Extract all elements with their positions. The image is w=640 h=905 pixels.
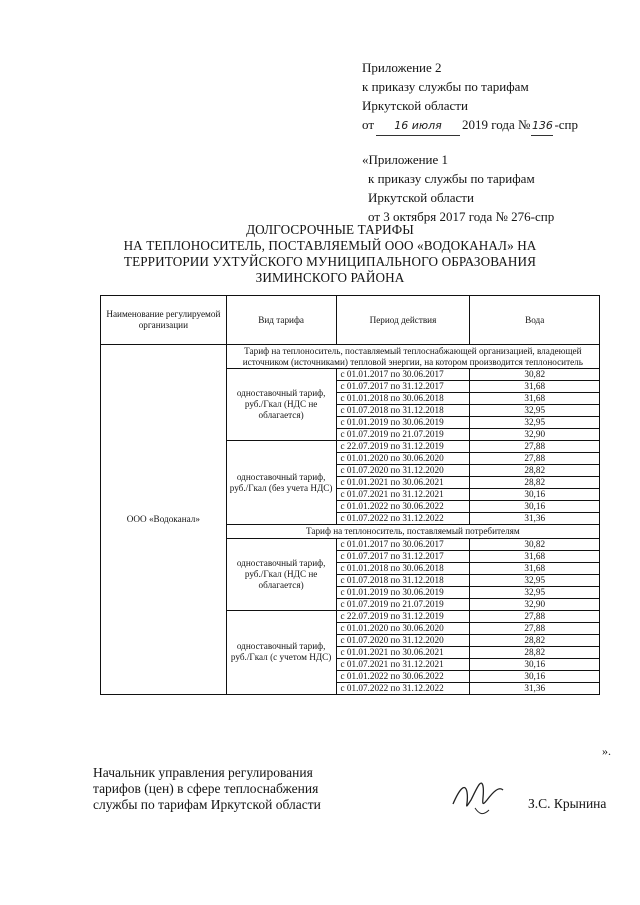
water-value-cell: 30,16 [470,501,600,513]
period-cell: с 01.01.2019 по 30.06.2019 [336,417,470,429]
table-header-row [101,296,600,345]
water-value-cell: 30,82 [470,538,600,550]
appendix1-line1: «Приложение 1 [362,152,449,167]
period-cell: с 01.07.2021 по 31.12.2021 [336,489,470,501]
tariff-table [100,295,600,695]
water-value-cell: 30,82 [470,369,600,381]
period-cell: с 01.01.2020 по 30.06.2020 [336,622,470,634]
period-cell: с 01.01.2022 по 30.06.2022 [336,670,470,682]
tariff-type-vat-exempt: одноставочный тариф, руб./Гкал (НДС не облагается) [226,369,336,441]
organization-name: ООО «Водоканал» [101,345,227,695]
handwritten-date: 16 июля [376,116,460,136]
title-line4: ЗИМИНСКОГО РАЙОНА [255,270,405,285]
appendix1-line2: к приказу службы по тарифам [368,171,535,186]
section-title-supplier: Тариф на теплоноситель, поставляемый теплоснабжающей организацией, владеющей источником (источниками) тепловой энергии, на котором производится теплоноситель [226,345,599,369]
title-line3: ТЕРРИТОРИИ УХТУЙСКОГО МУНИЦИПАЛЬНОГО ОБРАЗОВАНИЯ [123,254,537,269]
water-value-cell: 32,90 [470,598,600,610]
handwritten-signature [445,770,515,820]
footer-line2: тарифов (цен) в сфере теплоснабжения [93,781,319,796]
header-water: Вода [470,296,600,345]
section-row [101,345,600,369]
period-cell: с 01.07.2021 по 31.12.2021 [336,658,470,670]
water-value-cell: 27,88 [470,610,600,622]
period-cell: с 22.07.2019 по 31.12.2019 [336,610,470,622]
signer-name: З.С. Крынина [528,796,607,811]
water-value-cell: 28,82 [470,465,600,477]
water-value-cell: 32,95 [470,574,600,586]
water-value-cell: 30,16 [470,489,600,501]
header-tariff-type: Вид тарифа [226,296,336,345]
appendix2-block [362,58,578,136]
period-cell: с 01.07.2017 по 31.12.2017 [336,550,470,562]
section-title-consumers: Тариф на теплоноситель, поставляемый потребителям [226,525,599,539]
period-cell: с 01.07.2022 по 31.12.2022 [336,513,470,525]
water-value-cell: 32,95 [470,417,600,429]
period-cell: с 01.07.2022 по 31.12.2022 [336,682,470,694]
period-cell: с 01.07.2020 по 31.12.2020 [336,634,470,646]
appendix2-year: 2019 года № [462,117,531,132]
water-value-cell: 30,16 [470,670,600,682]
title-line2: НА ТЕПЛОНОСИТЕЛЬ, ПОСТАВЛЯЕМЫЙ ООО «ВОДОКАНАЛ» НА [123,238,537,253]
appendix2-date-line [362,115,578,136]
water-value-cell: 27,88 [470,441,600,453]
water-value-cell: 31,68 [470,381,600,393]
footer-position [93,765,321,813]
water-value-cell: 31,68 [470,562,600,574]
water-value-cell: 27,88 [470,622,600,634]
appendix2-line3: Иркутской области [362,98,468,113]
period-cell: с 22.07.2019 по 31.12.2019 [336,441,470,453]
water-value-cell: 28,82 [470,634,600,646]
water-value-cell: 31,68 [470,550,600,562]
handwritten-number: 136 [531,116,553,136]
closing-quote: ». [602,744,611,758]
footer-line3: службы по тарифам Иркутской области [93,797,321,812]
water-value-cell: 31,68 [470,393,600,405]
footer-line1: Начальник управления регулирования [93,765,313,780]
appendix2-line1: Приложение 2 [362,60,442,75]
table-body [101,345,600,695]
appendix1-line4: от 3 октября 2017 года № 276-спр [368,209,555,224]
period-cell: с 01.07.2017 по 31.12.2017 [336,381,470,393]
appendix1-block [362,150,554,226]
period-cell: с 01.07.2018 по 31.12.2018 [336,405,470,417]
period-cell: с 01.07.2019 по 21.07.2019 [336,429,470,441]
water-value-cell: 32,90 [470,429,600,441]
tariff-type-with-vat: одноставочный тариф, руб./Гкал (с учетом НДС) [226,610,336,694]
period-cell: с 01.01.2021 по 30.06.2021 [336,646,470,658]
appendix2-number-suffix: -спр [554,117,578,132]
appendix2-prefix: от [362,117,375,132]
header-organization: Наименование регулируемой организации [101,296,227,345]
period-cell: с 01.07.2018 по 31.12.2018 [336,574,470,586]
water-value-cell: 28,82 [470,646,600,658]
water-value-cell: 31,36 [470,682,600,694]
period-cell: с 01.01.2019 по 30.06.2019 [336,586,470,598]
tariff-type-vat-exempt: одноставочный тариф, руб./Гкал (НДС не облагается) [226,538,336,610]
water-value-cell: 32,95 [470,586,600,598]
period-cell: с 01.01.2022 по 30.06.2022 [336,501,470,513]
period-cell: с 01.07.2020 по 31.12.2020 [336,465,470,477]
period-cell: с 01.01.2018 по 30.06.2018 [336,562,470,574]
appendix2-line2: к приказу службы по тарифам [362,79,529,94]
water-value-cell: 28,82 [470,477,600,489]
title-line1: ДОЛГОСРОЧНЫЕ ТАРИФЫ [246,222,414,237]
period-cell: с 01.01.2017 по 30.06.2017 [336,538,470,550]
document-title [120,222,540,286]
water-value-cell: 27,88 [470,453,600,465]
appendix1-line3: Иркутской области [368,190,474,205]
water-value-cell: 31,36 [470,513,600,525]
period-cell: с 01.01.2018 по 30.06.2018 [336,393,470,405]
water-value-cell: 32,95 [470,405,600,417]
period-cell: с 01.07.2019 по 21.07.2019 [336,598,470,610]
header-period: Период действия [336,296,470,345]
water-value-cell: 30,16 [470,658,600,670]
tariff-type-without-vat: одноставочный тариф, руб./Гкал (без учета НДС) [226,441,336,525]
period-cell: с 01.01.2017 по 30.06.2017 [336,369,470,381]
period-cell: с 01.01.2020 по 30.06.2020 [336,453,470,465]
period-cell: с 01.01.2021 по 30.06.2021 [336,477,470,489]
